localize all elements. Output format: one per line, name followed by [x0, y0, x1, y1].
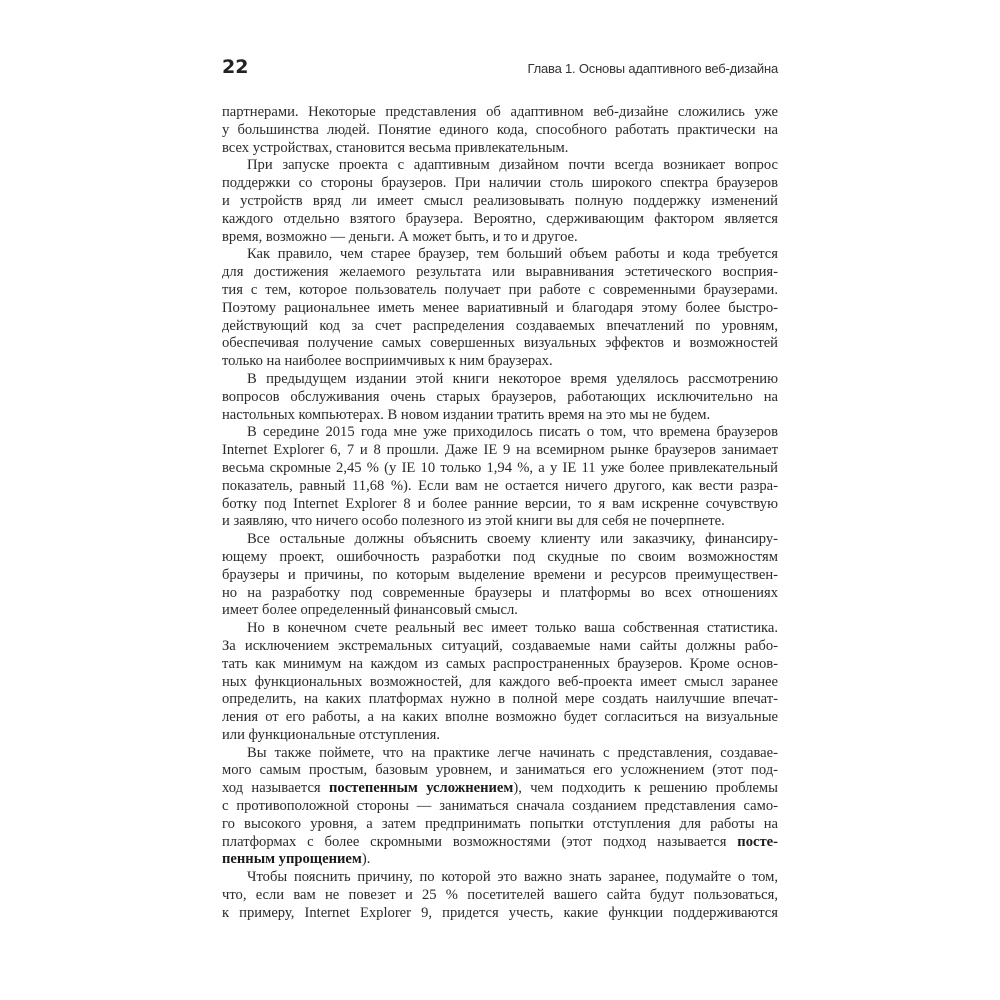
- paragraph: [222, 424, 778, 531]
- paragraph: [222, 371, 778, 424]
- text-line: Internet Explorer 6, 7 и 8 прошли. Даже IE 9 на всемирном рынке браузеров занимает: [222, 442, 778, 459]
- text-line: [222, 834, 778, 852]
- text-line: Вы также поймете, что на практике легче начинать с представления, создавае-: [247, 744, 778, 761]
- text-line: мого самым простым, базовым уровнем, и заниматься его усложнением (этот под-: [222, 762, 778, 779]
- paragraph: [222, 246, 778, 371]
- text-line: действующий код за счет распределения создаваемых впечатлений по уровням,: [222, 317, 778, 334]
- text-line: [222, 851, 778, 869]
- text-line: Но в конечном счете реальный вес имеет только ваша собственная статистика.: [247, 620, 778, 637]
- text-line: время, возможно — деньги. А может быть, и то и другое.: [222, 228, 578, 245]
- text-line: у большинства людей. Понятие единого кода, способного работать практически на: [222, 121, 778, 138]
- text-line: к примеру, Internet Explorer 9, придется учесть, какие функции поддерживаются: [222, 904, 778, 921]
- paragraph: [222, 531, 778, 620]
- paragraph: [222, 620, 778, 745]
- text-line: поддержки со стороны браузеров. При наличии столь широкого спектра браузеров: [222, 175, 778, 192]
- text-line: всех устройствах, становится весьма привлекательным.: [222, 139, 569, 156]
- paragraph: [222, 104, 778, 157]
- bold-term: пенным упрощением: [222, 851, 362, 868]
- text-line: весьма скромные 2,45 % (у IE 10 только 1,94 %, а у IE 11 уже более привлекательный: [222, 459, 778, 476]
- text-line: определить, на каких платформах нужно в полной мере создать наилучшие впечат-: [222, 691, 778, 708]
- paragraph: [222, 157, 778, 246]
- text-line: настольных компьютерах. В новом издании тратить время на это мы не будем.: [222, 406, 711, 423]
- text-line: имеет более определенный финансовый смысл.: [222, 602, 518, 619]
- text-line: Как правило, чем старее браузер, тем больший объем работы и кода требуется: [247, 246, 778, 263]
- text-line: тать как минимум на каждом из самых распространенных браузеров. Кроме основ-: [222, 655, 778, 672]
- running-head: Глава 1. Основы адаптивного веб-дизайна: [527, 61, 778, 76]
- text-line: В предыдущем издании этой книги некоторое время уделялось рассмотрению: [247, 370, 778, 387]
- page-number: 22: [222, 56, 249, 78]
- paragraph: [222, 745, 778, 870]
- text-line: и заявляю, что ничего особо полезного из этой книги вы для себя не почерпнете.: [222, 513, 725, 530]
- text-segment: ), чем подходить к решению проблемы: [513, 780, 778, 797]
- text-line: и устройств вряд ли имеет смысл реализовывать полную поддержку изменений: [222, 192, 778, 209]
- text-line: ления от его работы, а на каких вполне возможно будет согласиться на визуальные: [222, 709, 778, 726]
- text-line: партнерами. Некоторые представления об адаптивном веб-дизайне сложились уже: [222, 104, 778, 120]
- body-text: [222, 104, 778, 923]
- page-header: [222, 56, 778, 82]
- text-line: браузеры и причины, по которым выделение времени и ресурсов преимуществен-: [222, 566, 778, 583]
- text-segment: ход называется: [222, 780, 329, 797]
- text-line: обеспечивая получение самых совершенных визуальных эффектов и возможностей: [222, 335, 778, 352]
- text-line: для достижения желаемого результата или выравнивания эстетического восприя-: [222, 264, 778, 281]
- paragraph: [222, 869, 778, 922]
- text-line: [222, 780, 778, 798]
- text-line: или функциональные отступления.: [222, 726, 441, 743]
- text-line: При запуске проекта с адаптивным дизайном почти всегда возникает вопрос: [247, 157, 778, 174]
- bold-term: посте-: [737, 833, 778, 850]
- text-line: вопросов обслуживания очень старых браузеров, работающих исключительно на: [222, 388, 778, 405]
- text-line: Чтобы пояснить причину, по которой это важно знать заранее, подумайте о том,: [247, 869, 778, 886]
- text-line: го высокого уровня, а затем предпринимать попытки отступления для работы на: [222, 815, 778, 832]
- text-line: За исключением экстремальных ситуаций, создаваемые нами сайты должны рабо-: [222, 637, 778, 654]
- text-line: что, если вам не повезет и 25 % посетителей вашего сайта будут пользоваться,: [222, 887, 778, 904]
- text-line: Все остальные должны объяснить своему клиенту или заказчику, финансиру-: [247, 531, 778, 548]
- text-segment: ).: [361, 851, 371, 868]
- text-line: каждого отдельно взятого браузера. Вероятно, сдерживающим фактором является: [222, 210, 778, 227]
- bold-term: постепенным усложнением: [328, 780, 514, 797]
- text-line: Поэтому рациональнее иметь менее вариативный и благодаря этому более быстро-: [222, 299, 778, 316]
- text-line: но на разработку под современные браузеры и платформы во всех отношениях: [222, 584, 778, 601]
- text-segment: платформах с более скромными возможностями (этот подход называется: [222, 833, 738, 850]
- text-line: показатель, равный 11,68 %). Если вам не остается ничего другого, как вести разра-: [222, 477, 778, 494]
- text-line: ботку под Internet Explorer 8 и более ранние версии, то я вам искренне сочувствую: [222, 495, 778, 512]
- text-line: В середине 2015 года мне уже приходилось писать о том, что времена браузеров: [247, 424, 778, 441]
- text-line: с противоположной стороны — заниматься сначала созданием представления само-: [222, 798, 778, 815]
- text-line: ных функциональных возможностей, для каждого веб-проекта имеет смысл заранее: [222, 673, 778, 690]
- text-line: тия с тем, которое пользователь получает при работе с современными браузерами.: [222, 281, 778, 298]
- text-line: ющему проект, ошибочность разработки под скудные по своим возможностям: [222, 548, 778, 565]
- text-line: только на наиболее восприимчивых к ним браузерах.: [222, 353, 553, 370]
